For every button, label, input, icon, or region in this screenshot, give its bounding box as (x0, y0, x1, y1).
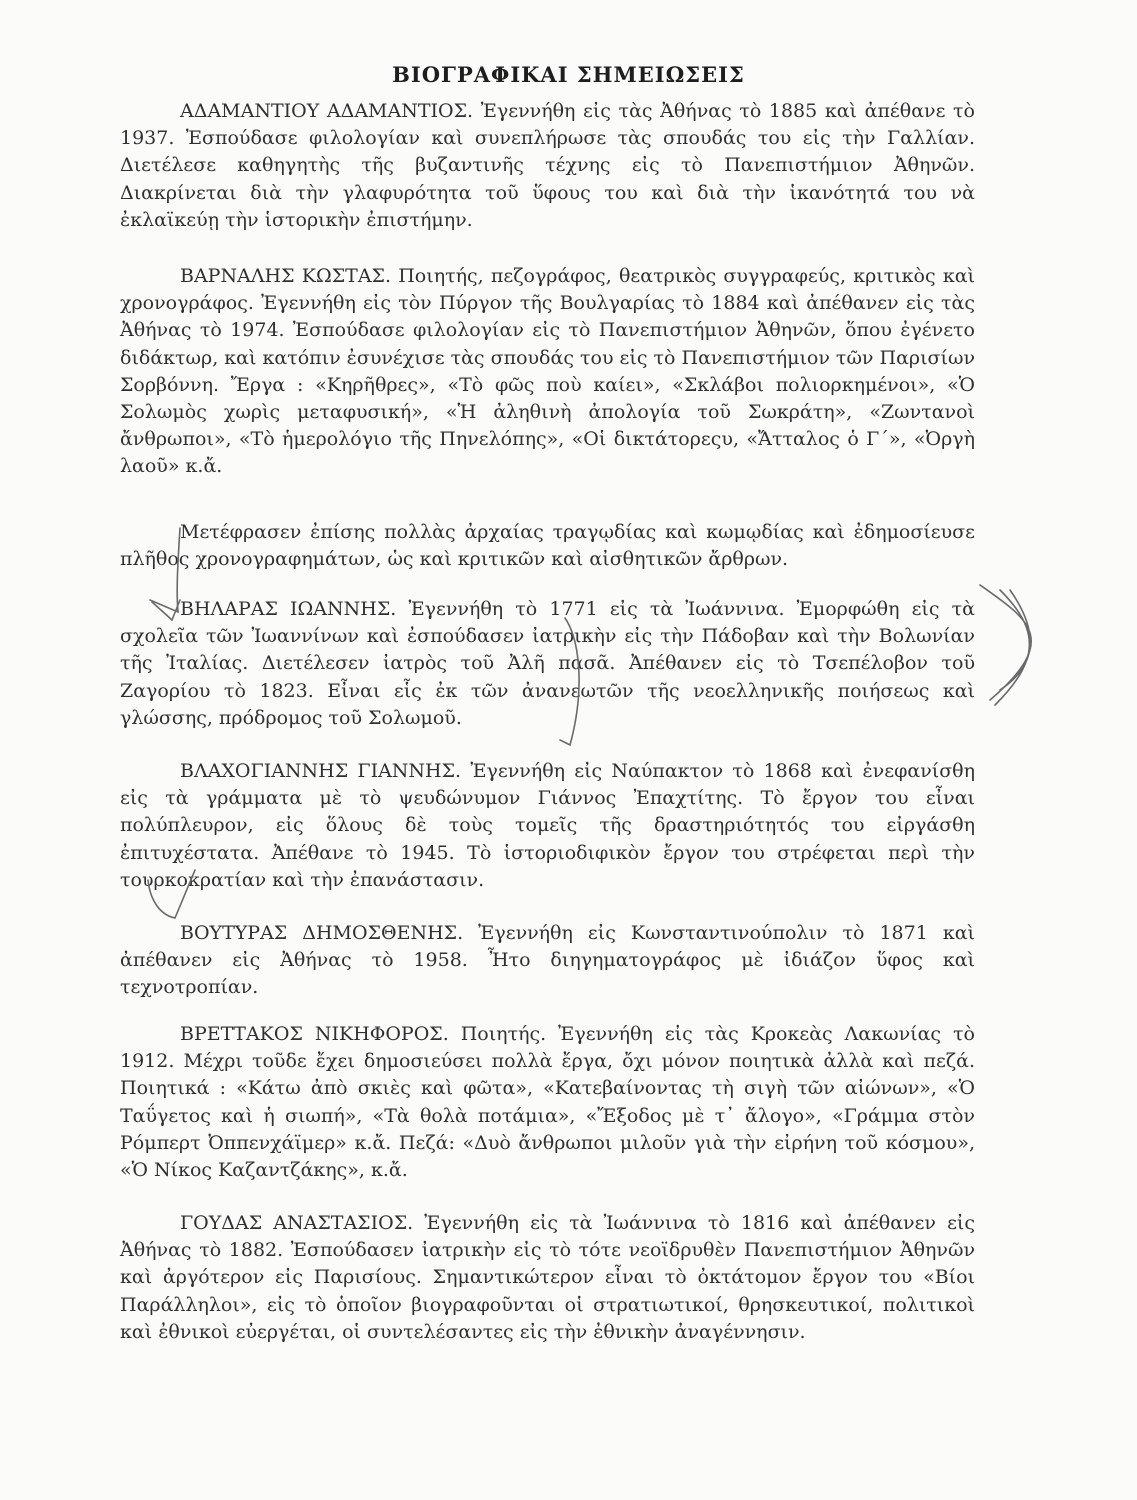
entry-name: ΒΑΡΝΑΛΗΣ ΚΩΣΤΑΣ. (180, 265, 392, 287)
entry-goudas (120, 1210, 975, 1346)
pencil-scribble-mark (980, 585, 1031, 705)
entry-text: Ἐγεννήθη τὸ 1771 εἰς τὰ Ἰωάννινα. Ἐμορφώθη εἰς τὰ σχολεῖα τῶν Ἰωαννίνων καὶ ἐσπούδασεν ἰατρικὴν εἰς τὴν Πάδοβαν καὶ τὴν Βολωνίαν τῆς Ἰταλίας. Διετέλεσεν ἰατρὸς τοῦ Ἀλῆ πασᾶ. Ἀπέθανεν εἰς τὸ Τσεπέλοβον τοῦ Ζαγορίου τὸ 1823. Εἶναι εἷς ἐκ τῶν ἀνανεωτῶν τῆς νεοελληνικῆς ποιήσεως καὶ γλώσσης, πρόδρομος τοῦ Σολωμοῦ. (120, 598, 975, 729)
entry-text: Ἐγεννήθη εἰς τὰ Ἰωάννινα τὸ 1816 καὶ ἀπέθανεν εἰς Ἀθήνας τὸ 1882. Ἐσπούδασεν ἰατρικὴν εἰς τὸ τότε νεοϊδρυθὲν Πανεπιστήμιον Ἀθηνῶν καὶ ἀργότερον εἰς Παρισίους. Σημαντικώτερον εἶναι τὸ ὀκτάτομον ἔργον του «Βίοι Παράλληλοι», εἰς τὸ ὁποῖον βιογραφοῦνται οἱ στρατιωτικοί, θρησκευτικοί, πολιτικοὶ καὶ ἐθνικοὶ εὐεργέται, οἱ συντελέσαντες εἰς τὴν ἐθνικὴν ἀναγέννησιν. (120, 1212, 975, 1343)
entry-varnalis-continuation: Μετέφρασεν ἐπίσης πολλὰς ἀρχαίας τραγῳδίας καὶ κωμῳδίας καὶ ἐδημοσίευσε πλῆθος χρονογραφημάτων, ὡς καὶ κριτικῶν καὶ αἰσθητικῶν ἄρθρων. (120, 521, 975, 571)
entry-varnalis (120, 263, 975, 481)
entry-text: Ποιητής. Ἐγεννήθη εἰς τὰς Κροκεὰς Λακωνίας τὸ 1912. Μέχρι τοῦδε ἔχει δημοσιεύσει πολλὰ ἔργα, ὄχι μόνον ποιητικὰ ἀλλὰ καὶ πεζά. Ποιητικά : «Κάτω ἀπὸ σκιὲς καὶ φῶτα», «Κατεβαίνοντας τὴ σιγὴ τῶν αἰώνων», «Ὁ Ταΰγετος καὶ ἡ σιωπή», «Τὰ θολὰ ποτάμια», «Ἔξοδος μὲ τ᾽ ἄλογο», «Γράμμα στὸν Ρόμπερτ Ὀππενχάϊμερ» κ.ἄ. Πεζά: «Δυὸ ἄνθρωποι μιλοῦν γιὰ τὴν εἰρήνη τοῦ κόσμου», «Ὁ Νίκος Καζαντζάκης», κ.ἄ. (120, 1023, 975, 1182)
entry-text: Ἐγεννήθη εἰς Κωνσταντινούπολιν τὸ 1871 καὶ ἀπέθανεν εἰς Ἀθήνας τὸ 1958. Ἦτο διηγηματογράφος μὲ ἰδιάζον ὕφος καὶ τεχνοτροπίαν. (120, 922, 975, 999)
entry-text: Ἐγεννήθη εἰς Ναύπακτον τὸ 1868 καὶ ἐνεφανίσθη εἰς τὰ γράμματα μὲ τὸ ψευδώνυμον Γιάννος Ἐπαχτίτης. Τὸ ἔργον του εἶναι πολύπλευρον, εἰς ὅλους δὲ τοὺς τομεῖς τῆς δραστηριότητός του εἰργάσθη ἐπιτυχέστατα. Ἀπέθανε τὸ 1945. Τὸ ἱστοριοδιφικὸν ἔργον του στρέφεται περὶ τὴν τουρκοκρατίαν καὶ τὴν ἐπανάστασιν. (120, 760, 975, 891)
entry-adamantiou (120, 98, 975, 234)
entry-name: ΒΗΛΑΡΑΣ ΙΩΑΝΝΗΣ. (180, 598, 397, 620)
entry-name: ΓΟΥΔΑΣ ΑΝΑΣΤΑΣΙΟΣ. (180, 1212, 414, 1234)
entry-name: ΒΡΕΤΤΑΚΟΣ ΝΙΚΗΦΟΡΟΣ. (180, 1023, 449, 1045)
entry-text: Ἐγεννήθη εἰς τὰς Ἀθήνας τὸ 1885 καὶ ἀπέθανε τὸ 1937. Ἐσπούδασε φιλολογίαν καὶ συνεπλήρωσε τὰς σπουδάς του εἰς τὴν Γαλλίαν. Διετέλεσε καθηγητὴς τῆς βυζαντινῆς τέχνης εἰς τὸ Πανεπιστήμιον Ἀθηνῶν. Διακρίνεται διὰ τὴν γλαφυρότητα τοῦ ὕφους του καὶ διὰ τὴν ἱκανότητά του νὰ ἐκλαϊκεύῃ τὴν ἱστορικὴν ἐπιστήμην. (120, 100, 975, 231)
entry-name: ΒΛΑΧΟΓΙΑΝΝΗΣ ΓΙΑΝΝΗΣ. (180, 760, 462, 782)
entry-text: Ποιητής, πεζογράφος, θεατρικὸς συγγραφεύς, κριτικὸς καὶ χρονογράφος. Ἐγεννήθη εἰς τὸν Πύργον τῆς Βουλγαρίας τὸ 1884 καὶ ἀπέθανεν εἰς τὰς Ἀθήνας τὸ 1974. Ἐσπούδασε φιλολογίαν εἰς τὸ Πανεπιστήμιον Ἀθηνῶν, ὅπου ἐγένετο διδάκτωρ, καὶ κατόπιν ἐσυνέχισε τὰς σπουδάς του εἰς τὸ Πανεπιστήμιον τῶν Παρισίων Σορβόννη. Ἔργα : «Κηρῆθρες», «Τὸ φῶς ποὺ καίει», «Σκλάβοι πολιορκημένοι», «Ὁ Σολωμὸς χωρὶς μεταφυσική», «Ἡ ἀληθινὴ ἀπολογία τοῦ Σωκράτη», «Ζωντανοὶ ἄνθρωποι», «Τὸ ἡμερολόγιο τῆς Πηνελόπης», «Οἱ δικτάτορεςυ, «Ἄτταλος ὁ Γ´», «Ὀργὴ λαοῦ» κ.ἄ. (120, 265, 976, 478)
entry-voutyras (120, 920, 975, 1002)
entry-vrettakos (120, 1021, 975, 1184)
entry-vlachogiannis (120, 758, 975, 894)
entry-name: ΑΔΑΜΑΝΤΙΟΥ ΑΔΑΜΑΝΤΙΟΣ. (180, 100, 474, 122)
entry-vilaras (120, 596, 975, 732)
page-title: ΒΙΟΓΡΑΦΙΚΑΙ ΣΗΜΕΙΩΣΕΙΣ (392, 62, 745, 87)
entry-name: ΒΟΥΤΥΡΑΣ ΔΗΜΟΣΘΕΝΗΣ. (180, 922, 464, 944)
